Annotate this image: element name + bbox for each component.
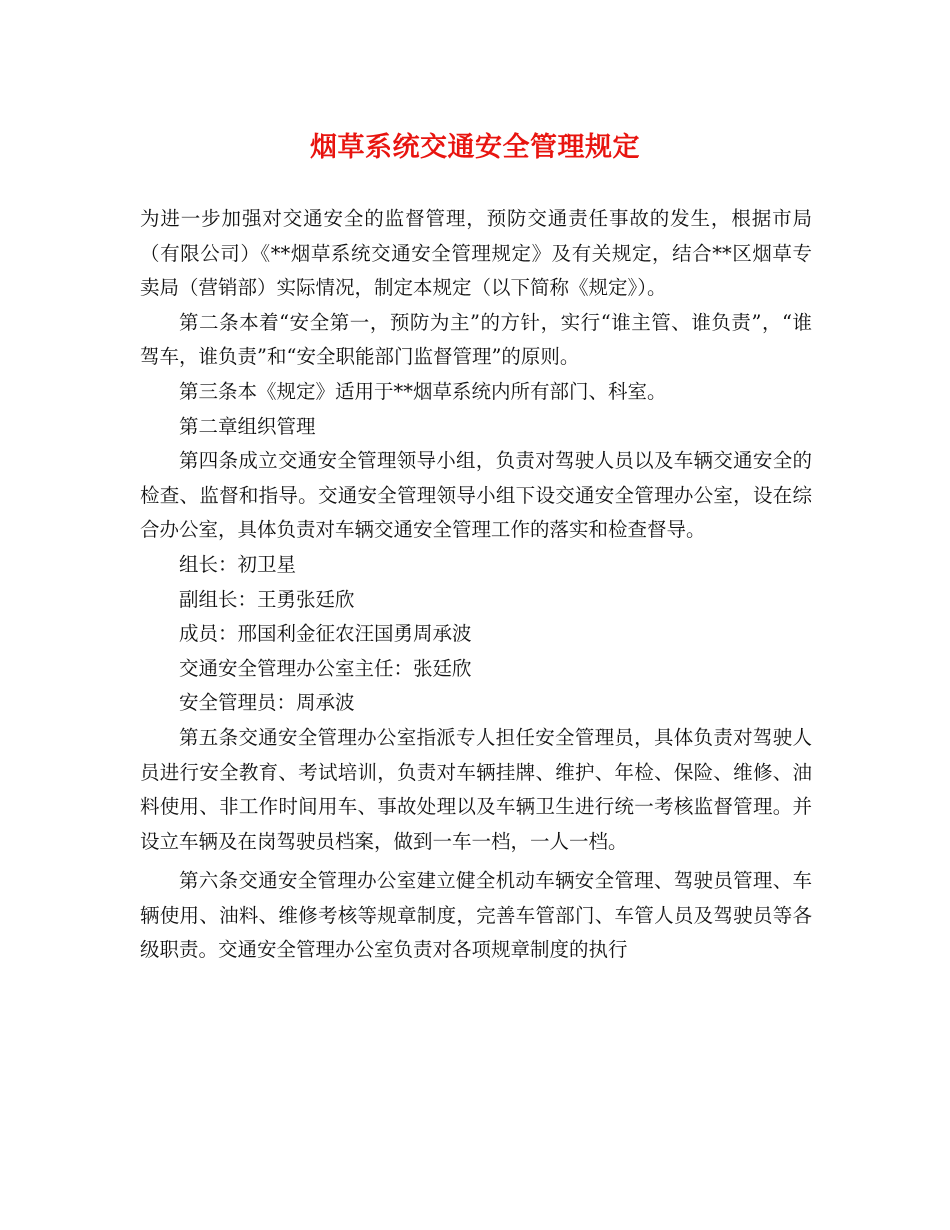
member-line-leader: 组长：初卫星 bbox=[179, 552, 297, 576]
document-body bbox=[140, 202, 812, 968]
member-line-members: 成员：邢国利金征农汪国勇周承波 bbox=[179, 622, 472, 646]
document-title: 烟草系统交通安全管理规定 bbox=[310, 132, 640, 163]
paragraph-article-6: 第六条交通安全管理办公室建立健全机动车辆安全管理、驾驶员管理、车辆使用、油料、维修考核等规章制度，完善车管部门、车管人员及驾驶员等各级职责。交通安全管理办公室负责对各项规章制度的执行 bbox=[140, 869, 812, 962]
member-line-safety-officer: 安全管理员：周承波 bbox=[179, 691, 355, 715]
chapter-heading: 第二章组织管理 bbox=[179, 414, 316, 438]
paragraph-article-4: 第四条成立交通安全管理领导小组，负责对驾驶人员以及车辆交通安全的检查、监督和指导。交通安全管理领导小组下设交通安全管理办公室，设在综合办公室，具体负责对车辆交通安全管理工作的落实和检查督导。 bbox=[140, 449, 812, 542]
paragraph-article-5: 第五条交通安全管理办公室指派专人担任安全管理员，具体负责对驾驶人员进行安全教育、考试培训，负责对车辆挂牌、维护、年检、保险、维修、油料使用、非工作时间用车、事故处理以及车辆卫生进行统一考核监督管理。并设立车辆及在岗驾驶员档案，做到一车一档，一人一档。 bbox=[140, 725, 812, 853]
member-line-deputy: 副组长：王勇张廷欣 bbox=[179, 587, 355, 611]
paragraph-intro: 为进一步加强对交通安全的监督管理，预防交通责任事故的发生，根据市局（有限公司）《**烟草系统交通安全管理规定》及有关规定，结合**区烟草专卖局（营销部）实际情况，制定本规定（以下简称《规定》）。 bbox=[140, 207, 812, 300]
paragraph-article-3: 第三条本《规定》适用于**烟草系统内所有部门、科室。 bbox=[179, 379, 667, 403]
member-line-office-director: 交通安全管理办公室主任：张廷欣 bbox=[179, 656, 472, 680]
paragraph-article-2: 第二条本着“安全第一，预防为主”的方针，实行“谁主管、谁负责”，“谁驾车，谁负责”和“安全职能部门监督管理”的原则。 bbox=[140, 310, 812, 369]
